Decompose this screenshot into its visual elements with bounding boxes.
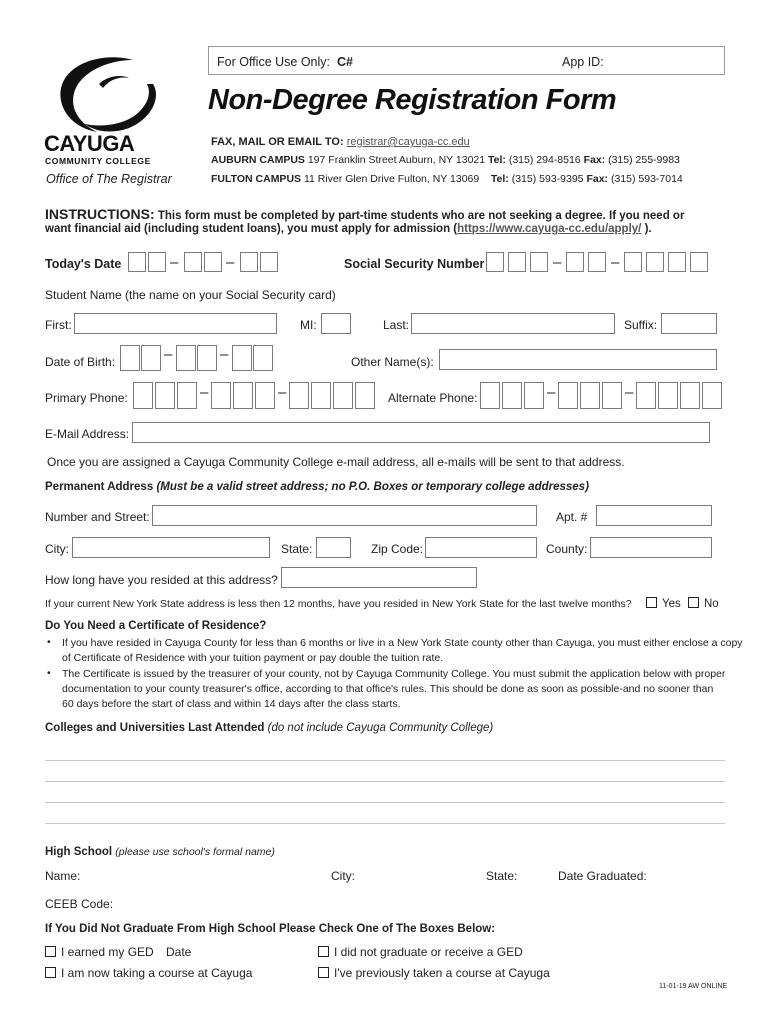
suffix-field[interactable]: [661, 313, 717, 334]
phone-box[interactable]: [636, 382, 656, 409]
last-name-field[interactable]: [411, 313, 615, 334]
phone-box[interactable]: [524, 382, 544, 409]
date-box[interactable]: [204, 252, 222, 272]
phone-box[interactable]: [658, 382, 678, 409]
bullet-icon: •: [47, 636, 51, 648]
checkbox-icon[interactable]: [45, 946, 56, 957]
phone-box[interactable]: [211, 382, 231, 409]
phone-box[interactable]: [155, 382, 175, 409]
certificate-bullet-2-line-2: documentation to your county treasurer's office, according to that office's rules. This should be done as soon as possible-and no sooner than: [62, 683, 714, 695]
phone-box[interactable]: [177, 382, 197, 409]
dash: –: [200, 384, 209, 401]
ssn-box[interactable]: [624, 252, 642, 272]
phone-box[interactable]: [355, 382, 375, 409]
hs-state-label: State:: [486, 869, 518, 883]
hs-date-graduated-label: Date Graduated:: [558, 869, 647, 883]
fax-mail-line: FAX, MAIL OR EMAIL TO: registrar@cayuga-cc.edu: [211, 136, 470, 148]
ssn-box[interactable]: [690, 252, 708, 272]
zip-label: Zip Code:: [371, 542, 424, 556]
instructions-line-2: want financial aid (including student loans), you must apply for admission (https://www.cayuga-cc.edu/apply/ ).: [45, 223, 652, 235]
checkbox-icon[interactable]: [45, 967, 56, 978]
dob-box[interactable]: [120, 345, 140, 371]
hs-city-label: City:: [331, 869, 355, 883]
dash: –: [164, 346, 173, 363]
ssn-box[interactable]: [668, 252, 686, 272]
ssn-box[interactable]: [486, 252, 504, 272]
hs-name-label: Name:: [45, 869, 81, 883]
checkbox-icon[interactable]: [646, 597, 657, 608]
ssn-label: Social Security Number: [344, 257, 485, 271]
ssn-box[interactable]: [530, 252, 548, 272]
dob-box[interactable]: [141, 345, 161, 371]
dash: –: [220, 346, 229, 363]
cayuga-logo-icon: [55, 54, 165, 134]
street-field[interactable]: [152, 505, 537, 526]
primary-phone-label: Primary Phone:: [45, 391, 128, 405]
phone-box[interactable]: [680, 382, 700, 409]
write-in-line[interactable]: [45, 760, 725, 761]
no-ged-option[interactable]: I did not graduate or receive a GED: [318, 945, 523, 959]
alternate-phone-label: Alternate Phone:: [388, 391, 478, 405]
how-long-label: How long have you resided at this address?: [45, 573, 278, 587]
dash: –: [226, 254, 235, 271]
dob-label: Date of Birth:: [45, 355, 116, 369]
phone-box[interactable]: [233, 382, 253, 409]
ssn-box[interactable]: [588, 252, 606, 272]
logo-subtitle: COMMUNITY COLLEGE: [45, 156, 151, 166]
phone-box[interactable]: [333, 382, 353, 409]
suffix-label: Suffix:: [624, 318, 658, 332]
dob-box[interactable]: [197, 345, 217, 371]
ssn-box[interactable]: [508, 252, 526, 272]
first-name-field[interactable]: [74, 313, 277, 334]
dob-box[interactable]: [253, 345, 273, 371]
certificate-bullet-2-line-3: 60 days before the start of class and within 14 days after the class starts.: [62, 698, 401, 710]
date-box[interactable]: [184, 252, 202, 272]
county-label: County:: [546, 542, 588, 556]
nys-question: If your current New York State address is less then 12 months, have you resided in New York State for the last twelve months?: [45, 598, 632, 610]
page-title: Non-Degree Registration Form: [208, 84, 617, 116]
certificate-bullet-1-line-1: If you have resided in Cayuga County for less than 6 months or live in a New York State county other than Cayuga, you must either enclose a copy: [62, 637, 743, 649]
email-field[interactable]: [132, 422, 710, 443]
date-box[interactable]: [148, 252, 166, 272]
county-field[interactable]: [590, 537, 712, 558]
date-box[interactable]: [128, 252, 146, 272]
how-long-field[interactable]: [281, 567, 477, 588]
app-id-label: App ID:: [562, 55, 604, 69]
dob-box[interactable]: [232, 345, 252, 371]
office-use-label: For Office Use Only: C#: [217, 55, 353, 69]
dash: –: [170, 254, 179, 271]
ged-date-label: Date: [166, 945, 192, 959]
ged-option[interactable]: I earned my GED: [45, 945, 154, 959]
ceeb-code-label: CEEB Code:: [45, 897, 114, 911]
zip-field[interactable]: [425, 537, 537, 558]
last-name-label: Last:: [383, 318, 410, 332]
dob-box[interactable]: [176, 345, 196, 371]
phone-box[interactable]: [255, 382, 275, 409]
taking-course-option[interactable]: I am now taking a course at Cayuga: [45, 966, 252, 980]
checkbox-icon[interactable]: [688, 597, 699, 608]
checkbox-icon[interactable]: [318, 946, 329, 957]
dash: –: [547, 384, 556, 401]
other-names-field[interactable]: [439, 349, 717, 370]
certificate-heading: Do You Need a Certificate of Residence?: [45, 620, 267, 632]
checkbox-icon[interactable]: [318, 967, 329, 978]
phone-box[interactable]: [580, 382, 600, 409]
bullet-icon: •: [47, 667, 51, 679]
certificate-bullet-2-line-1: The Certificate is issued by the treasurer of your county, not by Cayuga Community College. You must submit the application below with proper: [62, 668, 726, 680]
fulton-campus-line: FULTON CAMPUS 11 River Glen Drive Fulton, NY 13069 Tel: (315) 593-9395 Fax: (315) 593-7014: [211, 173, 683, 185]
date-box[interactable]: [260, 252, 278, 272]
first-name-label: First:: [45, 318, 72, 332]
state-label: State:: [281, 542, 313, 556]
ssn-box[interactable]: [646, 252, 664, 272]
write-in-line[interactable]: [45, 823, 725, 824]
email-note: Once you are assigned a Cayuga Community College e-mail address, all e-mails will be sent to that address.: [47, 455, 625, 469]
not-graduate-heading: If You Did Not Graduate From High School Please Check One of The Boxes Below:: [45, 923, 496, 935]
dash: –: [625, 384, 634, 401]
phone-box[interactable]: [558, 382, 578, 409]
high-school-heading: High School (please use school's formal name): [45, 846, 275, 858]
phone-box[interactable]: [702, 382, 722, 409]
phone-box[interactable]: [480, 382, 500, 409]
mi-label: MI:: [300, 318, 317, 332]
state-field[interactable]: [316, 537, 351, 558]
colleges-heading: Colleges and Universities Last Attended (do not include Cayuga Community College): [45, 722, 494, 734]
mi-field[interactable]: [321, 313, 351, 334]
apt-field[interactable]: [596, 505, 712, 526]
other-names-label: Other Name(s):: [351, 355, 434, 369]
apt-label: Apt. #: [556, 510, 588, 524]
office-of-registrar: Office of The Registrar: [46, 172, 172, 186]
phone-box[interactable]: [133, 382, 153, 409]
dash: –: [278, 384, 287, 401]
permanent-address-heading: Permanent Address (Must be a valid street address; no P.O. Boxes or temporary college addresses): [45, 481, 589, 493]
no-option[interactable]: No: [688, 597, 719, 610]
date-box[interactable]: [240, 252, 258, 272]
todays-date-label: Today's Date: [45, 257, 122, 271]
logo-wordmark: CAYUGA: [44, 131, 135, 156]
dash: –: [553, 254, 562, 271]
email-label: E-Mail Address:: [45, 427, 130, 441]
write-in-line[interactable]: [45, 781, 725, 782]
student-name-heading: Student Name (the name on your Social Security card): [45, 288, 336, 302]
city-label: City:: [45, 542, 69, 556]
registrar-email-link[interactable]: registrar@cayuga-cc.edu: [346, 136, 470, 148]
previously-taken-option[interactable]: I've previously taken a course at Cayuga: [318, 966, 550, 980]
phone-box[interactable]: [289, 382, 309, 409]
city-field[interactable]: [72, 537, 270, 558]
auburn-campus-line: AUBURN CAMPUS 197 Franklin Street Auburn, NY 13021 Tel: (315) 294-8516 Fax: (315) 255-9983: [211, 154, 680, 166]
phone-box[interactable]: [311, 382, 331, 409]
write-in-line[interactable]: [45, 802, 725, 803]
instructions-line-1: INSTRUCTIONS: This form must be completed by part-time students who are not seeking a degree. If you need or: [45, 206, 685, 222]
ssn-box[interactable]: [566, 252, 584, 272]
certificate-bullet-1-line-2: of Certificate of Residence with your tuition payment or pay double the tuition rate.: [62, 652, 444, 664]
phone-box[interactable]: [502, 382, 522, 409]
street-label: Number and Street:: [45, 510, 150, 524]
phone-box[interactable]: [602, 382, 622, 409]
apply-link[interactable]: https://www.cayuga-cc.edu/apply/: [457, 223, 642, 235]
dash: –: [611, 254, 620, 271]
form-version-code: 11-01-19 AW ONLINE: [659, 983, 728, 990]
yes-option[interactable]: Yes: [646, 597, 681, 610]
